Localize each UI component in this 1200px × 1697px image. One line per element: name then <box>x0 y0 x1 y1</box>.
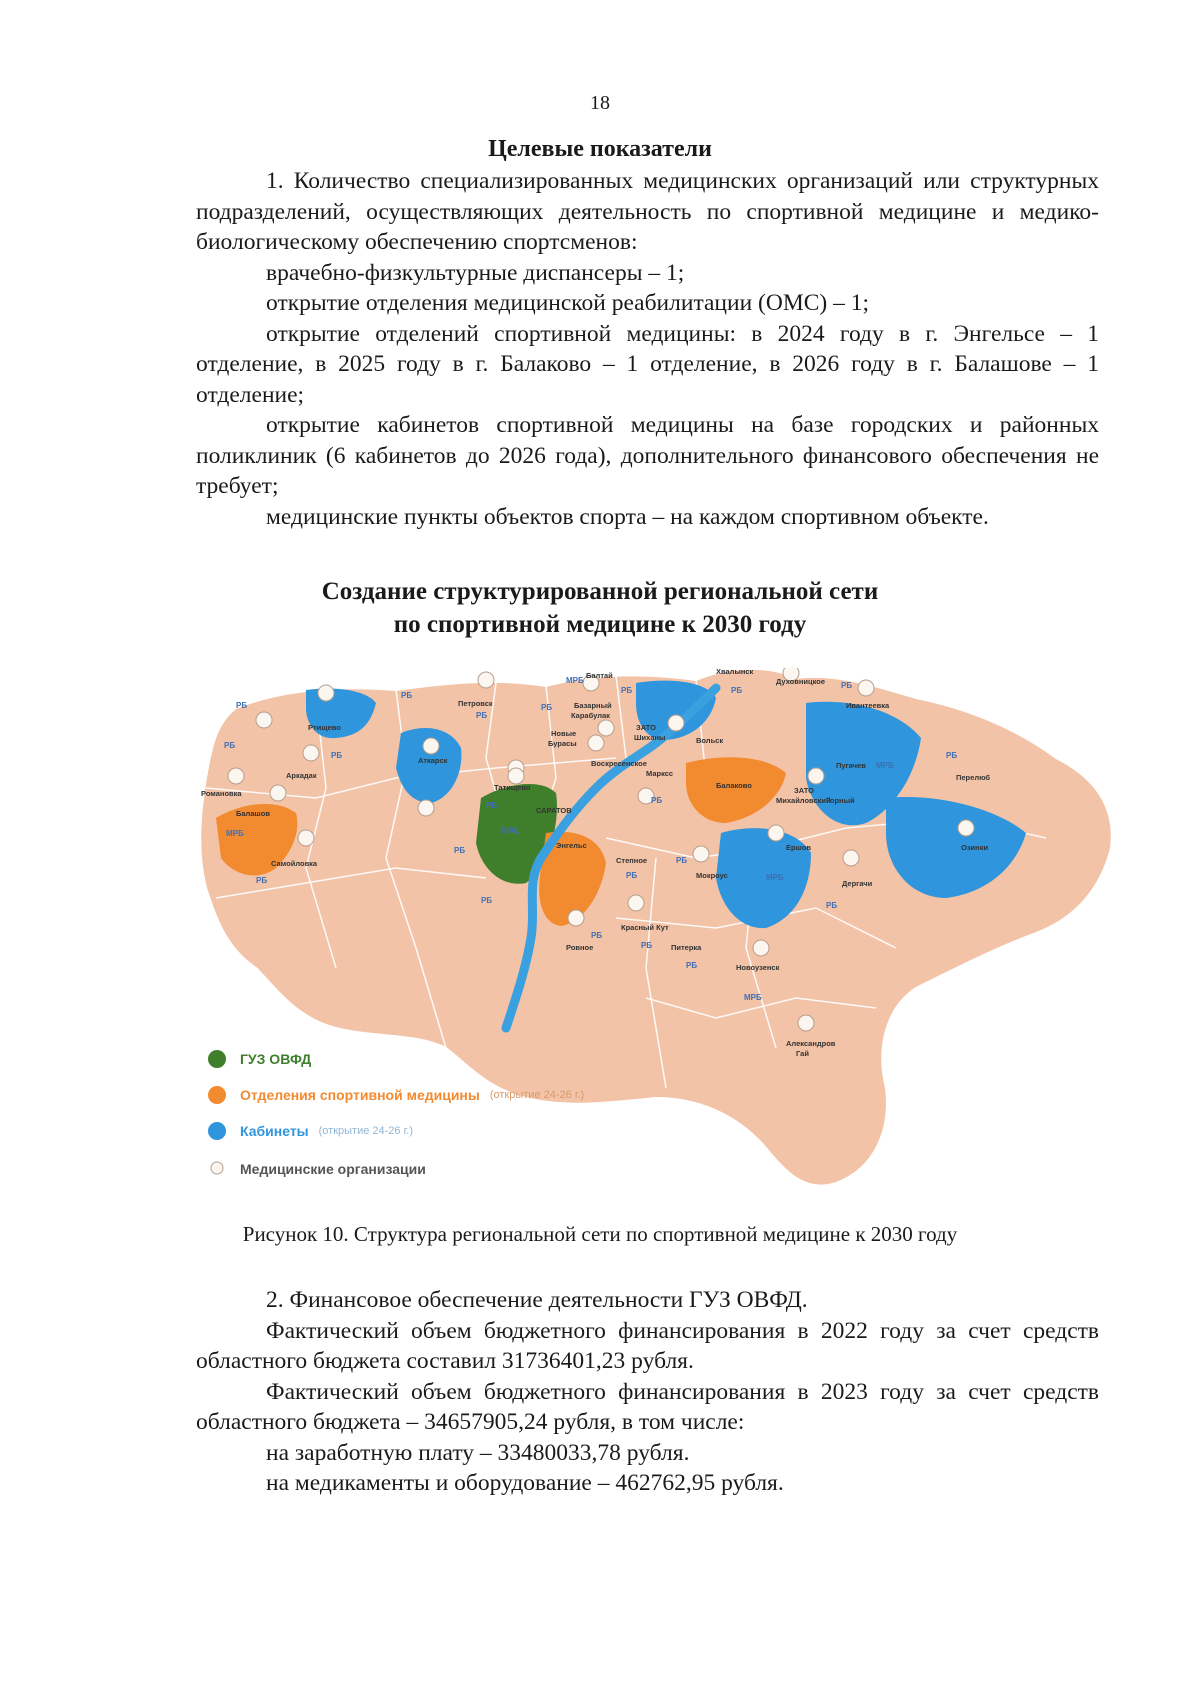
svg-text:Романовка: Романовка <box>201 789 242 798</box>
svg-text:Пугачев: Пугачев <box>836 761 866 770</box>
svg-text:Мокроус: Мокроус <box>696 871 728 880</box>
section1-text <box>196 166 1099 532</box>
svg-text:РБ: РБ <box>481 896 493 905</box>
svg-text:Марксс: Марксс <box>646 769 674 778</box>
svg-text:РБ: РБ <box>541 703 553 712</box>
svg-text:РБ: РБ <box>454 846 466 855</box>
legend-item-ovfd: ГУЗ ОВФД <box>208 1050 311 1068</box>
svg-text:Хвалынск: Хвалынск <box>716 668 754 676</box>
svg-text:МРБ: МРБ <box>766 873 784 882</box>
svg-text:Ивантеевка: Ивантеевка <box>846 701 890 710</box>
svg-text:Самойловка: Самойловка <box>271 859 318 868</box>
svg-text:Энгельс: Энгельс <box>556 841 587 850</box>
svg-text:Карабулак: Карабулак <box>571 711 610 720</box>
svg-text:МРБ: МРБ <box>876 761 894 770</box>
svg-text:Балаково: Балаково <box>716 781 752 790</box>
label-saratov: САРАТОВ <box>536 806 572 815</box>
section1-intro: 1. Количество специализированных медицинских организаций или структурных подразделений, осуществляющих деятельность по спортивной медицине и медико-биологическому обеспечению спортсменов: <box>196 168 1099 255</box>
svg-text:РБ: РБ <box>401 691 413 700</box>
svg-text:ЗАТО: ЗАТО <box>636 723 656 732</box>
svg-text:МРБ: МРБ <box>226 829 244 838</box>
legend-orange-dot <box>208 1086 226 1104</box>
svg-text:Ртищево: Ртищево <box>308 723 341 732</box>
svg-text:Балашов: Балашов <box>236 809 270 818</box>
page-number: 18 <box>590 92 610 114</box>
svg-text:Бурасы: Бурасы <box>548 739 577 748</box>
item-med-points: медицинские пункты объектов спорта – на каждом спортивном объекте. <box>266 503 989 530</box>
section2-title: 2. Финансовое обеспечение деятельности ГУЗ ОВФД. <box>266 1287 808 1313</box>
svg-text:Духовницкое: Духовницкое <box>776 677 826 686</box>
svg-text:РБ: РБ <box>731 686 743 695</box>
svg-text:Гай: Гай <box>796 1049 809 1058</box>
svg-text:ВФД: ВФД <box>501 826 519 835</box>
svg-text:Новоузенск: Новоузенск <box>736 963 780 972</box>
region-map <box>196 668 1126 1198</box>
svg-text:РБ: РБ <box>236 701 248 710</box>
figure-title <box>0 575 1200 641</box>
svg-text:РБ: РБ <box>621 686 633 695</box>
svg-text:РБ: РБ <box>686 961 698 970</box>
svg-text:РБ: РБ <box>626 871 638 880</box>
svg-text:Татищево: Татищево <box>494 783 531 792</box>
figure-title-line2: по спортивной медицине к 2030 году <box>393 611 807 638</box>
svg-text:Горный: Горный <box>826 796 855 805</box>
figure-title-line1: Создание структурированной региональной сети <box>321 578 879 605</box>
svg-text:РБ: РБ <box>224 741 236 750</box>
svg-text:Ровное: Ровное <box>566 943 594 952</box>
item-cabinets: открытие кабинетов спортивной медицины на базе городских и районных поликлиник (6 кабинетов до 2026 года), дополнительного финансового обеспечения не требует; <box>196 412 1099 499</box>
section-heading: Целевые показатели <box>488 136 712 162</box>
svg-text:МРБ: МРБ <box>744 993 762 1002</box>
legend-blue-dot <box>208 1122 226 1140</box>
finance-2022: Фактический объем бюджетного финансирования в 2022 году за счет средств областного бюджета составил 31736401,23 рубля. <box>196 1317 1099 1374</box>
item-sport-departments: открытие отделений спортивной медицины: в 2024 году в г. Энгельсе – 1 отделение, в 2025 году в г. Балаково – 1 отделение, в 2026 году в г. Балашове – 1 отделение; <box>196 320 1099 408</box>
svg-text:РБ: РБ <box>486 801 498 810</box>
finance-salary: на заработную плату – 33480033,78 рубля. <box>266 1439 690 1466</box>
svg-text:Михайловский: Михайловский <box>776 796 831 805</box>
svg-text:РБ: РБ <box>331 751 343 760</box>
finance-2023: Фактический объем бюджетного финансирования в 2023 году за счет средств областного бюджета – 34657905,24 рубля, в том числе: <box>196 1378 1099 1435</box>
svg-text:Александров: Александров <box>786 1039 836 1048</box>
svg-text:РБ: РБ <box>256 876 268 885</box>
svg-text:Озинки: Озинки <box>961 843 989 852</box>
svg-text:Новые: Новые <box>551 729 577 738</box>
svg-text:РБ: РБ <box>841 681 853 690</box>
svg-text:МРБ: МРБ <box>566 676 584 685</box>
svg-text:Шиханы: Шиханы <box>634 733 666 742</box>
svg-text:РБ: РБ <box>676 856 688 865</box>
svg-text:Балтай: Балтай <box>586 671 613 680</box>
svg-text:ЗАТО: ЗАТО <box>794 786 814 795</box>
legend-item-med-orgs: Медицинские организации <box>208 1160 426 1178</box>
svg-text:РБ: РБ <box>946 751 958 760</box>
svg-text:Перелюб: Перелюб <box>956 773 991 782</box>
item-rehab: открытие отделения медицинской реабилитации (ОМС) – 1; <box>266 290 870 316</box>
svg-text:Воскресенское: Воскресенское <box>591 759 647 768</box>
svg-text:Дергачи: Дергачи <box>842 879 873 888</box>
svg-text:РБ: РБ <box>591 931 603 940</box>
svg-text:Питерка: Питерка <box>671 943 702 952</box>
svg-text:Петровск: Петровск <box>458 699 493 708</box>
finance-medicines: на медикаменты и оборудование – 462762,95 рубля. <box>266 1470 784 1496</box>
svg-text:РБ: РБ <box>651 796 663 805</box>
svg-text:Вольск: Вольск <box>696 736 724 745</box>
svg-text:РБ: РБ <box>826 901 838 910</box>
figure-caption: Рисунок 10. Структура региональной сети по спортивной медицине к 2030 году <box>242 1222 958 1246</box>
svg-text:РБ: РБ <box>476 711 488 720</box>
svg-text:Аркадак: Аркадак <box>286 771 317 780</box>
svg-text:РБ: РБ <box>641 941 653 950</box>
svg-text:Ершов: Ершов <box>786 843 812 852</box>
legend-item-cabinets: Кабинеты (открытие 24-26 г.) <box>208 1122 413 1140</box>
legend-green-dot <box>208 1050 226 1068</box>
svg-text:Красный Кут: Красный Кут <box>621 923 669 932</box>
svg-text:Степное: Степное <box>616 856 648 865</box>
legend-item-departments: Отделения спортивной медицины (открытие 24-26 г.) <box>208 1086 584 1104</box>
section2-text <box>196 1285 1099 1499</box>
svg-text:Аткарск: Аткарск <box>418 756 448 765</box>
svg-text:Базарный: Базарный <box>574 701 612 710</box>
pin-icon <box>208 1160 226 1178</box>
item-dispensary: врачебно-физкультурные диспансеры – 1; <box>266 259 685 286</box>
